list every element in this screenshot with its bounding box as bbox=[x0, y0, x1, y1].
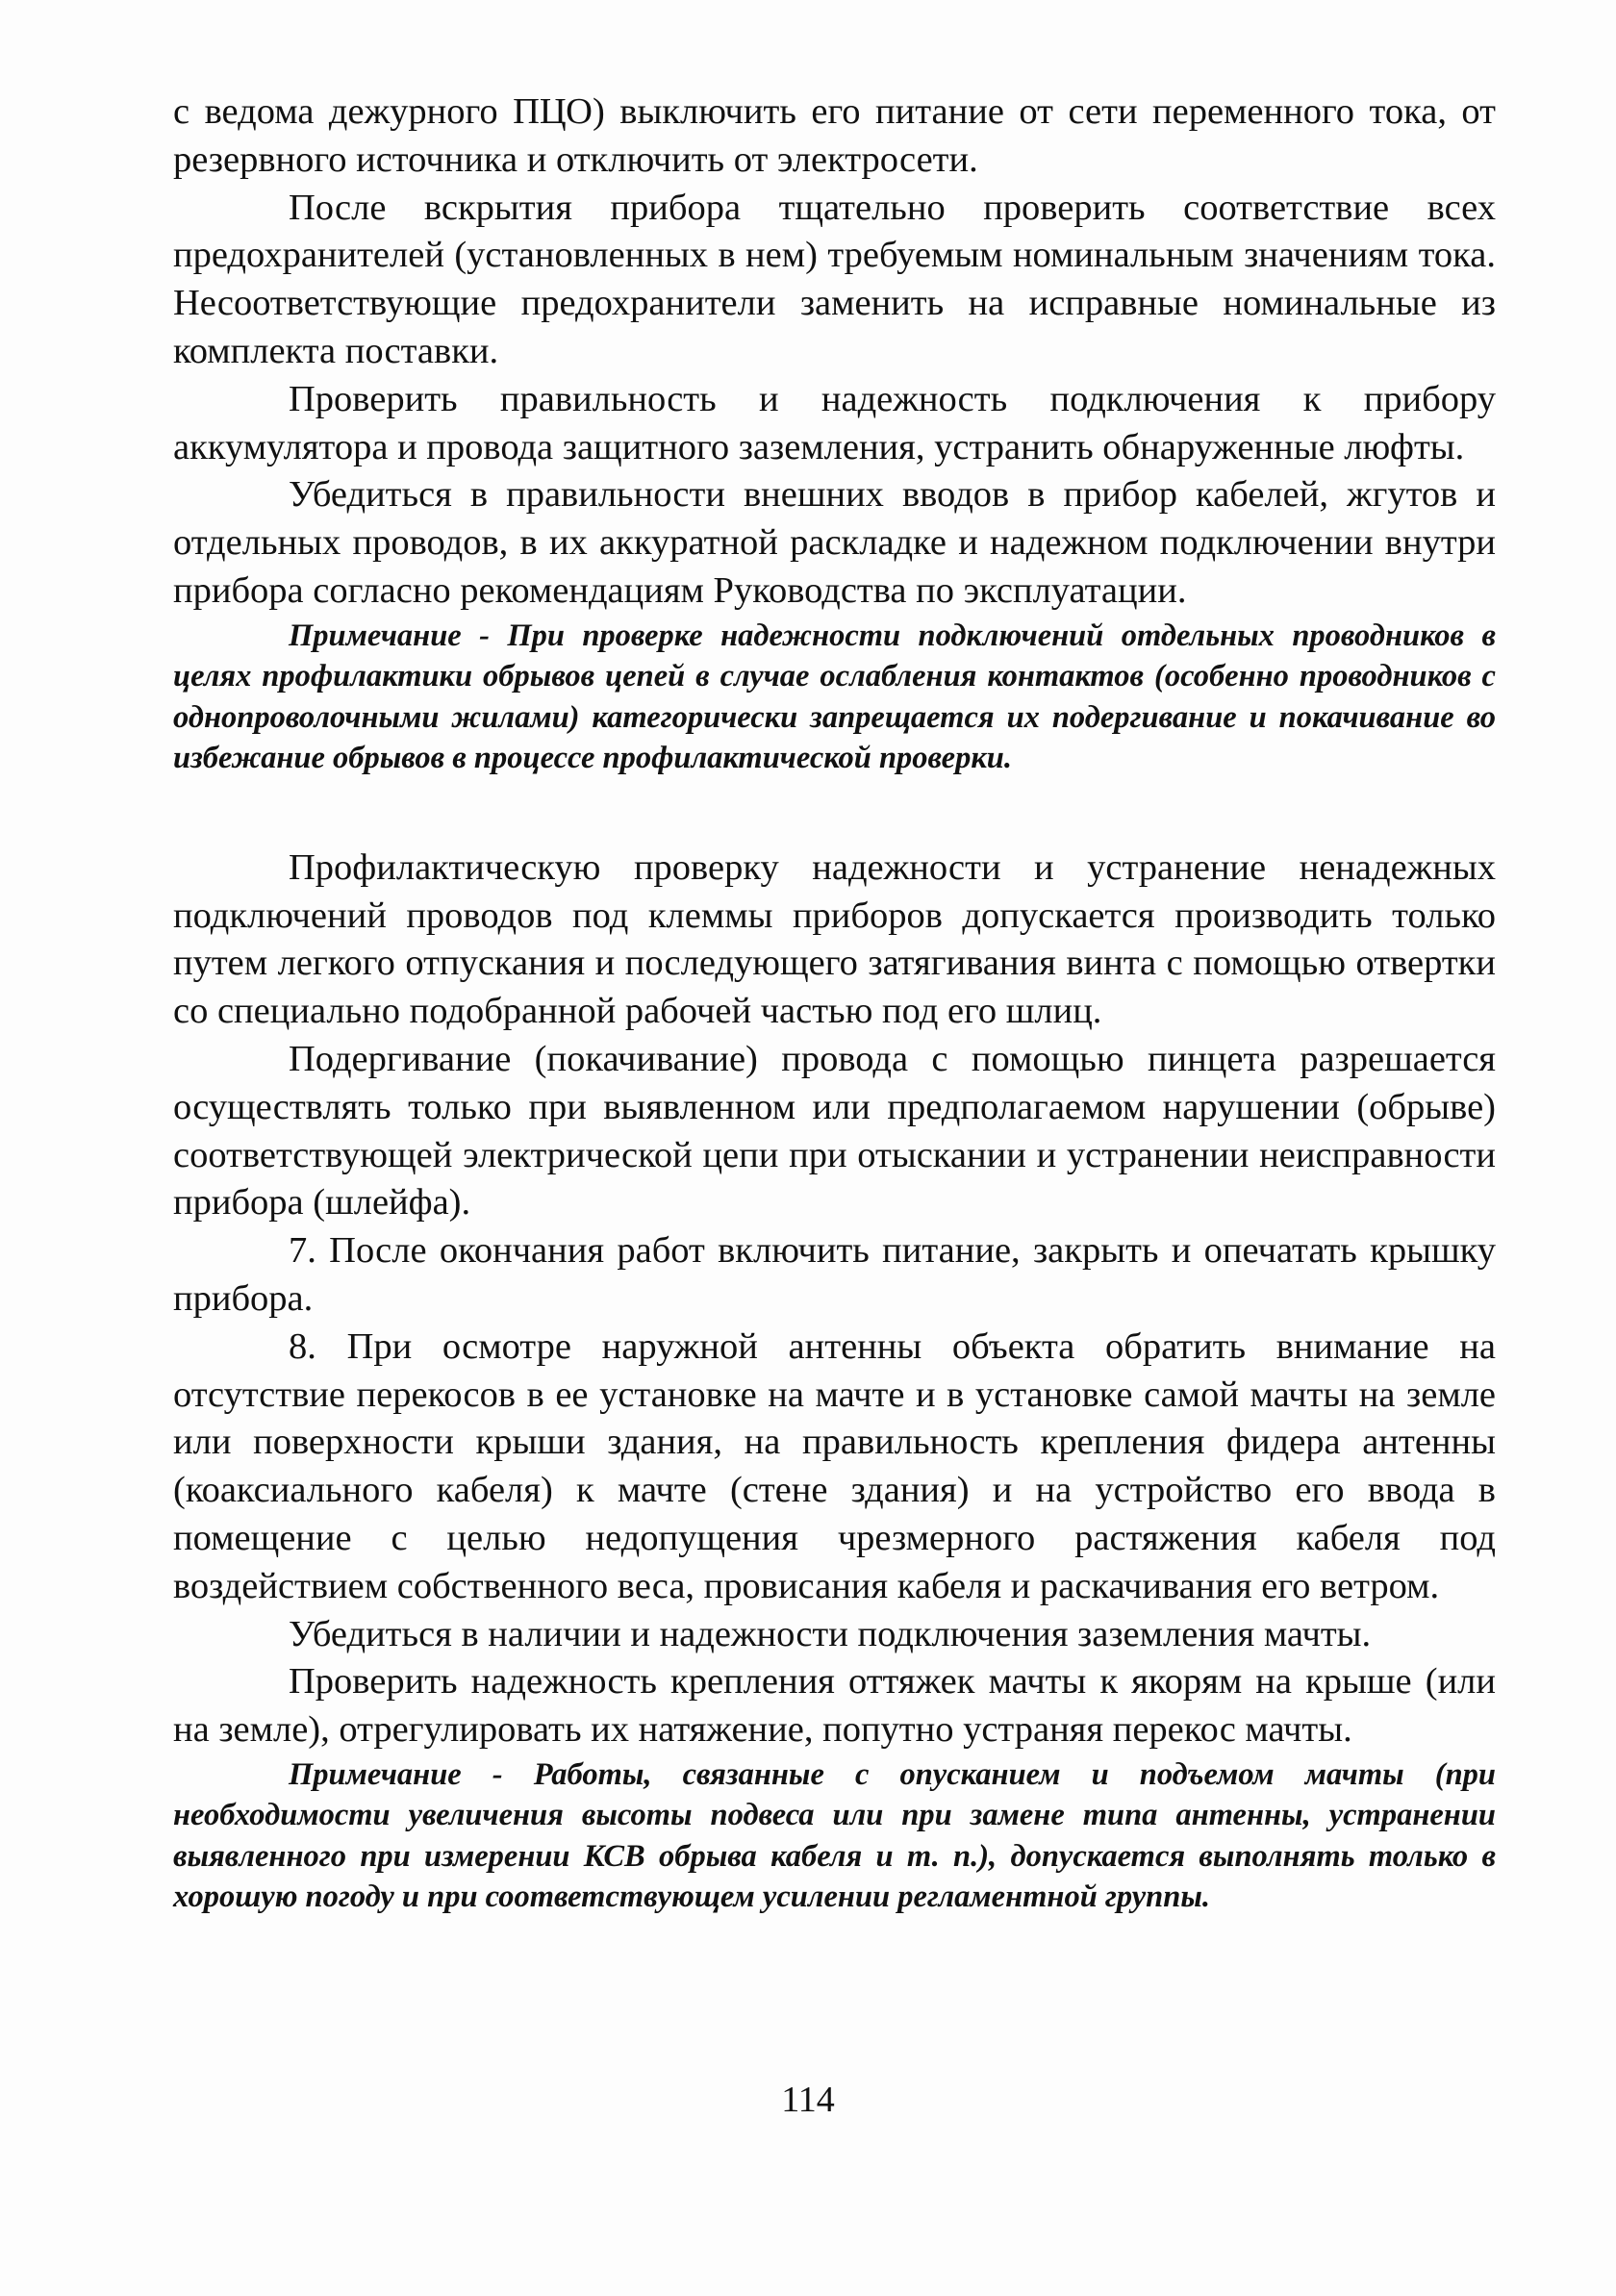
paragraph-cable-inputs: Убедиться в правильности внешних вводов в прибор кабелей, жгутов и отдельных проводов, в их аккуратной раскладке и надежном подключении внутри прибора согласно рекомендациям Руководства по эксплуатации. bbox=[173, 474, 1496, 611]
paragraph-battery-grounding: Проверить правильность и надежность подключения к прибору аккумулятора и провода защитного заземления, устранить обнаруженные люфты. bbox=[173, 378, 1496, 467]
paragraph-tweezers: Подергивание (покачивание) провода с помощью пинцета разрешается осуществлять только при выявленном или предполагаемом нарушении (обрыве) соответствующей электрической цепи при отыскании и устранении неисправности прибора (шлейфа). bbox=[173, 1038, 1496, 1224]
note-mast-works: Примечание - Работы, связанные с опусканием и подъемом мачты (при необходимости увеличения высоты подвеса или при замене типа антенны, устранении выявленного при измерении КСВ обрыва кабеля и т. п.), допускается выполнять только в хорошую погоду и при соответствующем усилении регламентной группы. bbox=[173, 1756, 1496, 1915]
page-body-text bbox=[173, 88, 1496, 1918]
paragraph-terminal-check: Профилактическую проверку надежности и устранение ненадежных подключений проводов под клеммы приборов допускается производить только путем легкого отпускания и последующего затягивания винта с помощью отвертки со специально подобранной рабочей частью под его шлиц. bbox=[173, 846, 1496, 1032]
paragraph-mast-guys: Проверить надежность крепления оттяжек мачты к якорям на крыше (или на земле), отрегулировать их натяжение, попутно устраняя перекос мачты. bbox=[173, 1661, 1496, 1751]
paragraph-mast-grounding: Убедиться в наличии и надежности подключения заземления мачты. bbox=[289, 1613, 1372, 1654]
page-number: 114 bbox=[781, 2080, 835, 2120]
paragraph-power-off: с ведома дежурного ПЦО) выключить его питание от сети переменного тока, от резервного источника и отключить от электросети. bbox=[173, 91, 1496, 180]
paragraph-fuses-check: После вскрытия прибора тщательно проверить соответствие всех предохранителей (установленных в нем) требуемым номинальным значениям тока. Несоответствующие предохранители заменить на исправные номинальные из комплекта поставки. bbox=[173, 187, 1496, 371]
paragraph-item-8-antenna: 8. При осмотре наружной антенны объекта обратить внимание на отсутствие перекосов в ее установке на мачте и в установке самой мачты на земле или поверхности крыши здания, на правильность крепления фидера антенны (коаксиального кабеля) к мачте (стене здания) и на устройство его ввода в помещение с целью недопущения чрезмерного растяжения кабеля под воздействием собственного веса, провисания кабеля и раскачивания его ветром. bbox=[173, 1325, 1496, 1606]
paragraph-item-7: 7. После окончания работ включить питание, закрыть и опечатать крышку прибора. bbox=[173, 1230, 1496, 1319]
note-spacing bbox=[173, 779, 1496, 845]
note-wire-connections: Примечание - При проверке надежности подключений отдельных проводников в целях профилактики обрывов цепей в случае ослабления контактов (особенно проводников с однопроволочными жилами) категорически запрещается их подергивание и покачивание во избежание обрывов в процессе профилактической проверки. bbox=[173, 618, 1496, 776]
